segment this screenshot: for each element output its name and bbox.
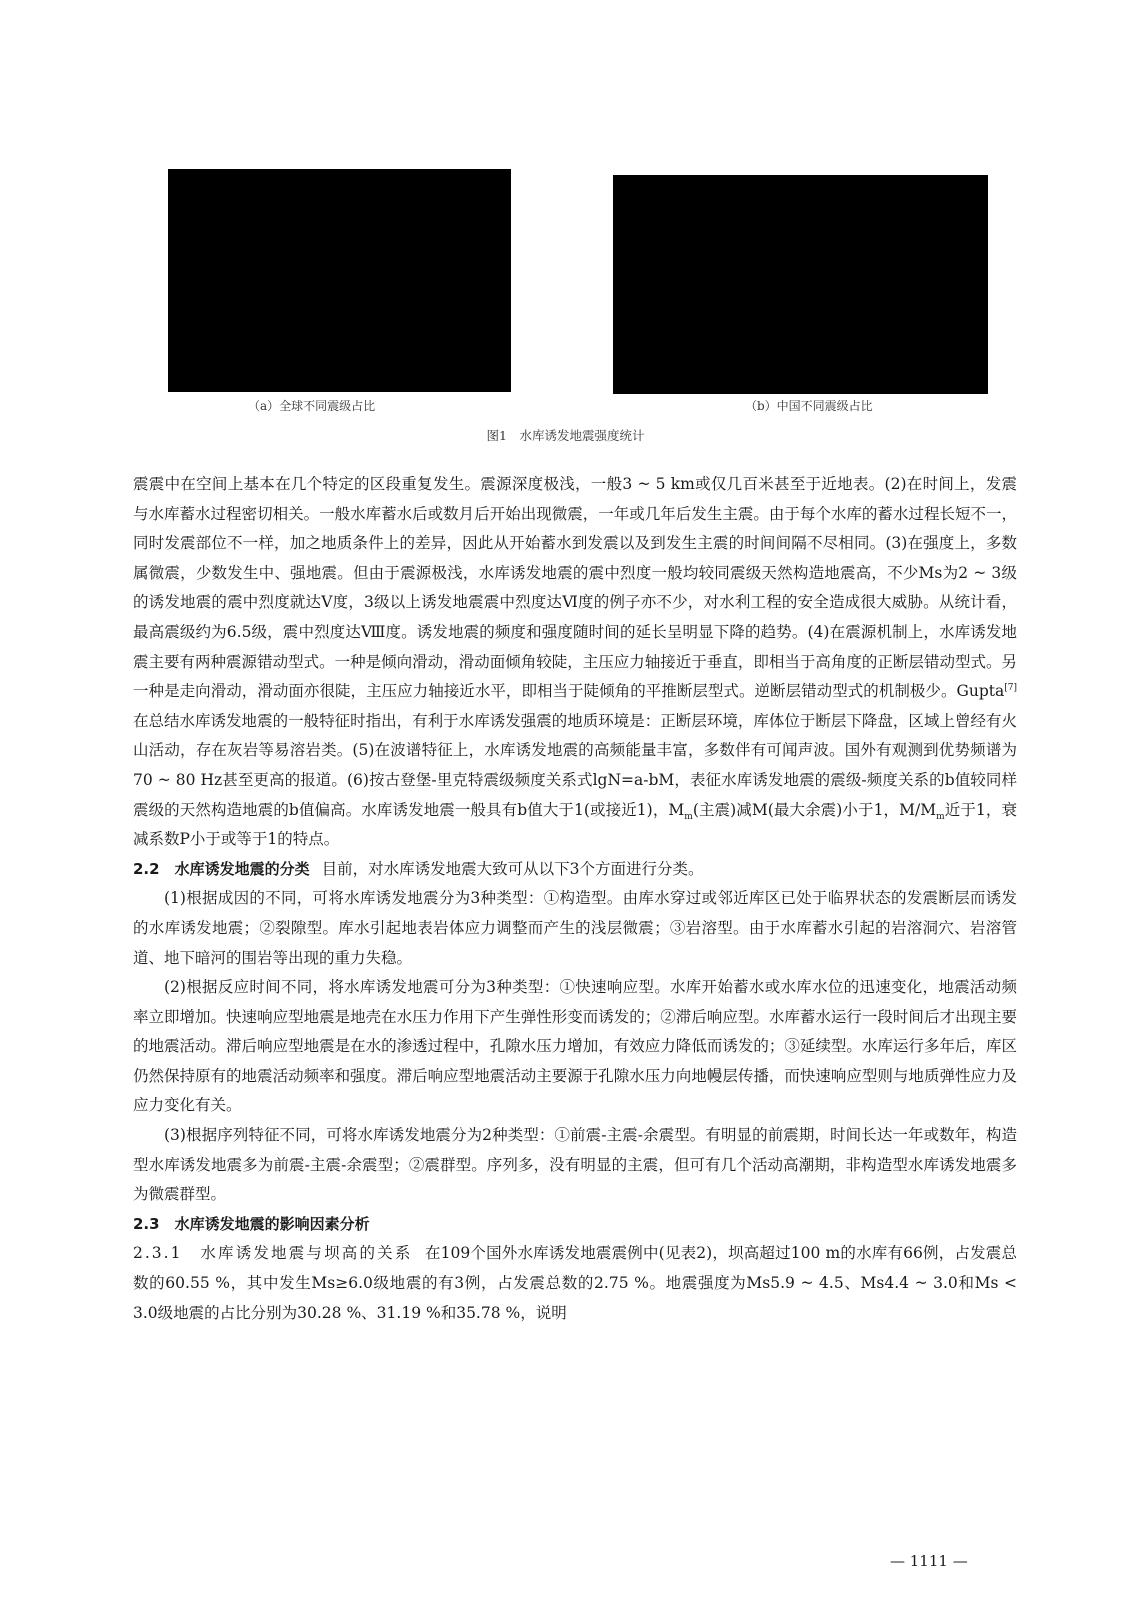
subscript-m-1: m [684, 811, 693, 822]
paragraph-1 [133, 470, 1017, 855]
paragraph-3: (1)根据成因的不同，可将水库诱发地震分为3种类型：①构造型。由库水穿过或邻近库区已处于临界状态的发震断层而诱发的水库诱发地震；②裂隙型。库水引起地表岩体应力调整而产生的浅层微震；③岩溶型。由于水库蓄水引起的岩溶洞穴、岩溶管道、地下暗河的围岩等出现的重力失稳。 [133, 889, 1017, 967]
paragraph-1-text-b: 在总结水库诱发地震的一般特征时指出，有利于水库诱发强震的地质环境是：正断层环境，库体位于断层下降盘，区域上曾经有火山活动，存在灰岩等易溶岩类。(5)在波谱特征上，水库诱发地震的高频能量丰富，多数伴有可闻声波。国外有观测到优势频谱为70 ~ 80 Hz甚至更高的报道。(6)按古登堡-里克特震级频度关系式lgN=a-bM，表征水库诱发地震的震级-频度关系的b值较同样震级的天然构造地震的b值偏高。水库诱发地震一般具有b值大于1(或接近1)，M [133, 711, 1017, 819]
section-heading-2-3-row [133, 1210, 1017, 1240]
paragraph-6-text: 在109个国外水库诱发地震震例中(见表2)，坝高超过100 m的水库有66例，占发震总数的60.55 %，其中发生Ms≥6.0级地震的有3例，占发震总数的2.75 %。地震强度为Ms5.9 ~ 4.5、Ms4.4 ~ 3.0和Ms < 3.0级地震的占比分别为30.28 %、31.19 %和35.78 %，说明 [133, 1244, 1017, 1322]
paragraph-1-text: 震震中在空间上基本在几个特定的区段重复发生。震源深度极浅，一般3 ~ 5 km或仅几百米甚至于近地表。(2)在时间上，发震与水库蓄水过程密切相关。一般水库蓄水后或数月后开始出现微震，一年或几年后发生主震。由于每个水库的蓄水过程长短不一，同时发震部位不一样，加之地质条件上的差异，因此从开始蓄水到发震以及到发生主震的时间间隔不尽相同。(3)在强度上，多数属微震，少数发生中、强地震。但由于震源极浅，水库诱发地震的震中烈度一般均较同震级天然构造地震高，不少Ms为2 ~ 3级的诱发地震的震中烈度就达Ⅴ度，3级以上诱发地震震中烈度达Ⅵ度的例子亦不少，对水利工程的安全造成很大威胁。从统计看，最高震级约为6.5级，震中烈度达Ⅷ度。诱发地震的频度和强度随时间的延长呈明显下降的趋势。(4)在震源机制上，水库诱发地震主要有两种震源错动型式。一种是倾向滑动，滑动面倾角较陡，主压应力轴接近于垂直，即相当于高角度的正断层错动型式。另一种是走向滑动，滑动面亦很陡，主压应力轴接近水平，即相当于陡倾角的平推断层型式。逆断层错动型式的机制极少。Gupta [133, 475, 1017, 701]
paragraph-6 [133, 1239, 1017, 1328]
paragraph-5: (3)根据序列特征不同，可将水库诱发地震分为2种类型：①前震-主震-余震型。有明显的前震期，时间长达一年或数年，构造型水库诱发地震多为前震-主震-余震型；②震群型。序列多，没有明显的主震，但可有几个活动高潮期，非构造型水库诱发地震多为微震群型。 [133, 1126, 1017, 1204]
page-number: — 1111 — [890, 1552, 968, 1570]
section-heading-2-2: 2.2 水库诱发地震的分类 [133, 859, 310, 878]
paragraph-4: (2)根据反应时间不同，将水库诱发地震可分为3种类型：①快速响应型。水库开始蓄水或水库水位的迅速变化，地震活动频率立即增加。快速响应型地震是地壳在水压力作用下产生弹性形变而诱发的；②滞后响应型。水库蓄水运行一段时间后才出现主要的地震活动。滞后响应型地震是在水的渗透过程中，孔隙水压力增加，有效应力降低而诱发的；③延续型。水库运行多年后，库区仍然保持原有的地震活动频率和强度。滞后响应型地震活动主要源于孔隙水压力向地幔层传播，而快速响应型则与地质弹性应力及应力变化有关。 [133, 978, 1017, 1115]
figure-a-caption: （a）全球不同震级占比 [248, 399, 376, 413]
figure-a-image [168, 169, 511, 392]
section-heading-2-3-1: 2.3.1 水库诱发地震与坝高的关系 [133, 1244, 413, 1263]
section-heading-2-3: 2.3 水库诱发地震的影响因素分析 [133, 1214, 370, 1233]
paragraph-1-text-d: 近于1，衰减系数P小于或等于1的特点。 [133, 800, 1017, 849]
citation-7: [7] [1004, 683, 1017, 693]
figure-title: 图1 水库诱发地震强度统计 [486, 428, 645, 443]
figure-b-caption: （b）中国不同震级占比 [745, 399, 873, 413]
paragraph-2-text: 目前，对水库诱发地震大致可从以下3个方面进行分类。 [321, 859, 704, 878]
paragraph-1-text-c: (主震)减M(最大余震)小于1，M/M [692, 800, 937, 819]
subscript-m-2: m [936, 811, 945, 822]
paragraph-2 [133, 855, 1017, 885]
figure-b-image [613, 175, 988, 394]
body-text [133, 470, 1017, 1328]
